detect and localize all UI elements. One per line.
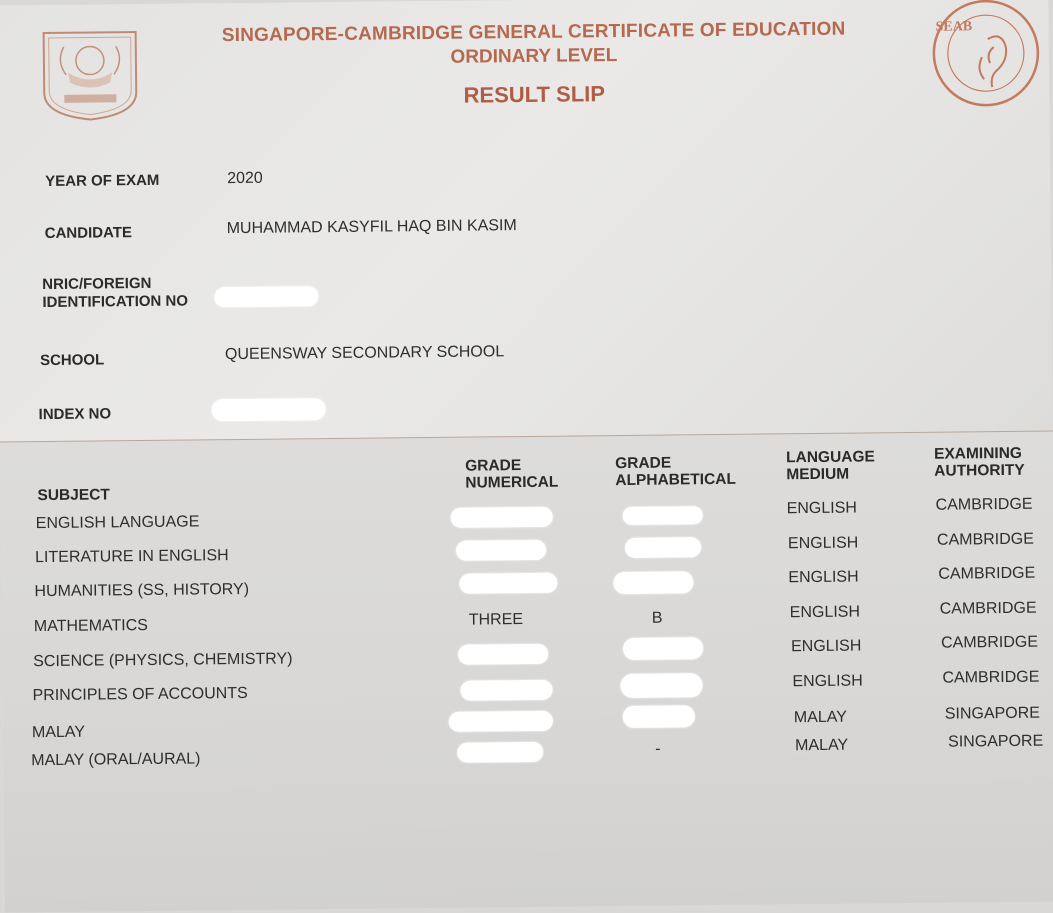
grade-alphabetical-redaction <box>623 506 703 525</box>
exam-level: ORDINARY LEVEL <box>450 45 618 68</box>
language-cell: MALAY <box>795 736 849 755</box>
document-title: RESULT SLIP <box>463 81 606 108</box>
grade-alphabetical-redaction <box>613 571 693 594</box>
grade-alphabetical-redaction <box>623 705 695 728</box>
subject-cell: MALAY (ORAL/AURAL) <box>31 750 201 770</box>
authority-cell: CAMBRIDGE <box>939 599 1037 618</box>
header-subject: SUBJECT <box>37 486 110 505</box>
candidate-name: MUHAMMAD KASYFIL HAQ BIN KASIM <box>226 217 517 238</box>
grade-alphabetical-redaction <box>620 673 702 698</box>
language-cell: ENGLISH <box>792 672 863 691</box>
grade-alphabetical-redaction <box>623 637 703 660</box>
candidate-label: CANDIDATE <box>44 224 133 243</box>
subject-cell: PRINCIPLES OF ACCOUNTS <box>32 684 248 705</box>
subject-cell: LITERATURE IN ENGLISH <box>35 547 229 567</box>
grade-numerical-redaction <box>460 680 552 701</box>
language-cell: MALAY <box>793 708 847 727</box>
grade-numerical-redaction <box>458 644 548 665</box>
grade-numerical-redaction <box>449 711 553 732</box>
header-grade-alphabetical: GRADE ALPHABETICAL <box>615 454 736 490</box>
authority-cell: CAMBRIDGE <box>935 495 1033 514</box>
year-label: YEAR OF EXAM <box>45 171 160 191</box>
header-grade-numerical: GRADE NUMERICAL <box>465 457 559 492</box>
index-redaction <box>211 398 325 421</box>
grade-alphabetical-cell: - <box>655 740 661 758</box>
authority-cell: SINGAPORE <box>948 732 1044 751</box>
subject-cell: HUMANITIES (SS, HISTORY) <box>34 580 250 601</box>
language-cell: ENGLISH <box>787 534 859 553</box>
language-cell: ENGLISH <box>786 499 857 518</box>
language-cell: ENGLISH <box>791 637 862 656</box>
grade-alphabetical-redaction <box>625 537 701 558</box>
nric-label-line2: IDENTIFICATION NO <box>42 292 189 312</box>
header-examining-authority: EXAMINING AUTHORITY <box>933 444 1025 480</box>
language-cell: ENGLISH <box>788 568 859 587</box>
index-label: INDEX NO <box>38 405 112 424</box>
authority-cell: SINGAPORE <box>944 704 1041 723</box>
header-language-medium: LANGUAGE MEDIUM <box>786 448 875 484</box>
language-cell: ENGLISH <box>789 603 861 622</box>
subject-cell: SCIENCE (PHYSICS, CHEMISTRY) <box>33 650 293 671</box>
authority-cell: CAMBRIDGE <box>940 633 1039 652</box>
subject-cell: MALAY <box>31 723 86 742</box>
grade-numerical-redaction <box>456 540 546 561</box>
grade-alphabetical-cell: B <box>651 609 663 627</box>
nric-label-line1: NRIC/FOREIGN <box>42 274 152 294</box>
authority-cell: CAMBRIDGE <box>942 668 1040 687</box>
grade-numerical-cell: THREE <box>468 611 524 629</box>
seab-seal-logo <box>925 0 1041 111</box>
school-crest-logo <box>38 26 143 123</box>
subject-cell: ENGLISH LANGUAGE <box>35 513 200 533</box>
authority-cell: CAMBRIDGE <box>936 530 1034 549</box>
seal-text: SEAB <box>935 19 973 35</box>
nric-redaction <box>214 286 318 307</box>
authority-cell: CAMBRIDGE <box>938 564 1036 583</box>
year-value: 2020 <box>227 169 263 188</box>
grade-numerical-redaction <box>459 573 557 594</box>
grade-numerical-redaction <box>457 742 543 763</box>
nric-label <box>42 275 188 313</box>
grade-numerical-redaction <box>451 507 553 528</box>
exam-title: SINGAPORE-CAMBRIDGE GENERAL CERTIFICATE OF EDUCATION <box>221 18 846 47</box>
school-label: SCHOOL <box>39 351 105 370</box>
results-section-background <box>0 430 1053 912</box>
school-value: QUEENSWAY SECONDARY SCHOOL <box>224 343 505 364</box>
subject-cell: MATHEMATICS <box>33 616 148 636</box>
